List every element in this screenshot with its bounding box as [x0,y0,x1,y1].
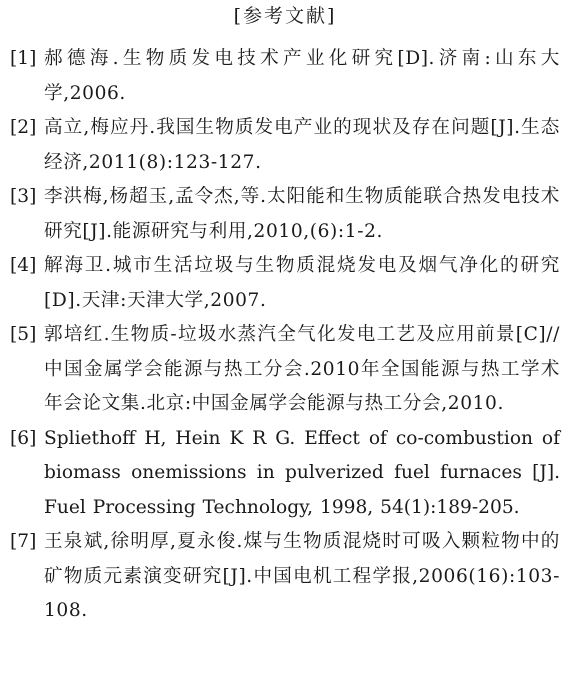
reference-text: 郭培红.生物质-垃圾水蒸汽全气化发电工艺及应用前景[C]//中国金属学会能源与热工分会.2010年全国能源与热工学术年会论文集.北京:中国金属学会能源与热工分会,2010. [44,324,560,414]
reference-text: Spliethoff H, Hein K R G. Effect of co-combustion of biomass onemissions in pulverized fuel furnaces [J]. Fuel Processing Technology, 1998, 54(1):189-205. [44,427,560,518]
reference-text: 王泉斌,徐明厚,夏永俊.煤与生物质混烧时可吸入颗粒物中的矿物质元素演变研究[J].中国电机工程学报,2006(16):103-108. [44,531,560,621]
reference-number: [4] [10,255,37,276]
reference-number: [2] [10,117,37,138]
reference-text: 高立,梅应丹.我国生物质发电产业的现状及存在问题[J].生态经济,2011(8):123-127. [44,117,560,173]
reference-text: 郝德海.生物质发电技术产业化研究[D].济南:山东大学,2006. [44,48,560,104]
reference-number: [3] [10,186,37,207]
reference-number: [6] [10,427,37,449]
reference-item-6 [10,422,560,526]
reference-list [10,42,560,629]
reference-item-3 [10,180,560,249]
reference-number: [7] [10,531,37,552]
references-heading: [参考文献] [233,5,337,27]
reference-item-5 [10,318,560,422]
reference-text: 解海卫.城市生活垃圾与生物质混烧发电及烟气净化的研究[D].天津:天津大学,2007. [44,255,560,311]
reference-item-7 [10,525,560,629]
reference-number: [1] [10,48,37,69]
reference-number: [5] [10,324,37,345]
reference-item-4 [10,249,560,318]
reference-item-1 [10,42,560,111]
reference-text: 李洪梅,杨超玉,孟令杰,等.太阳能和生物质能联合热发电技术研究[J].能源研究与利用,2010,(6):1-2. [44,186,560,242]
reference-item-2 [10,111,560,180]
